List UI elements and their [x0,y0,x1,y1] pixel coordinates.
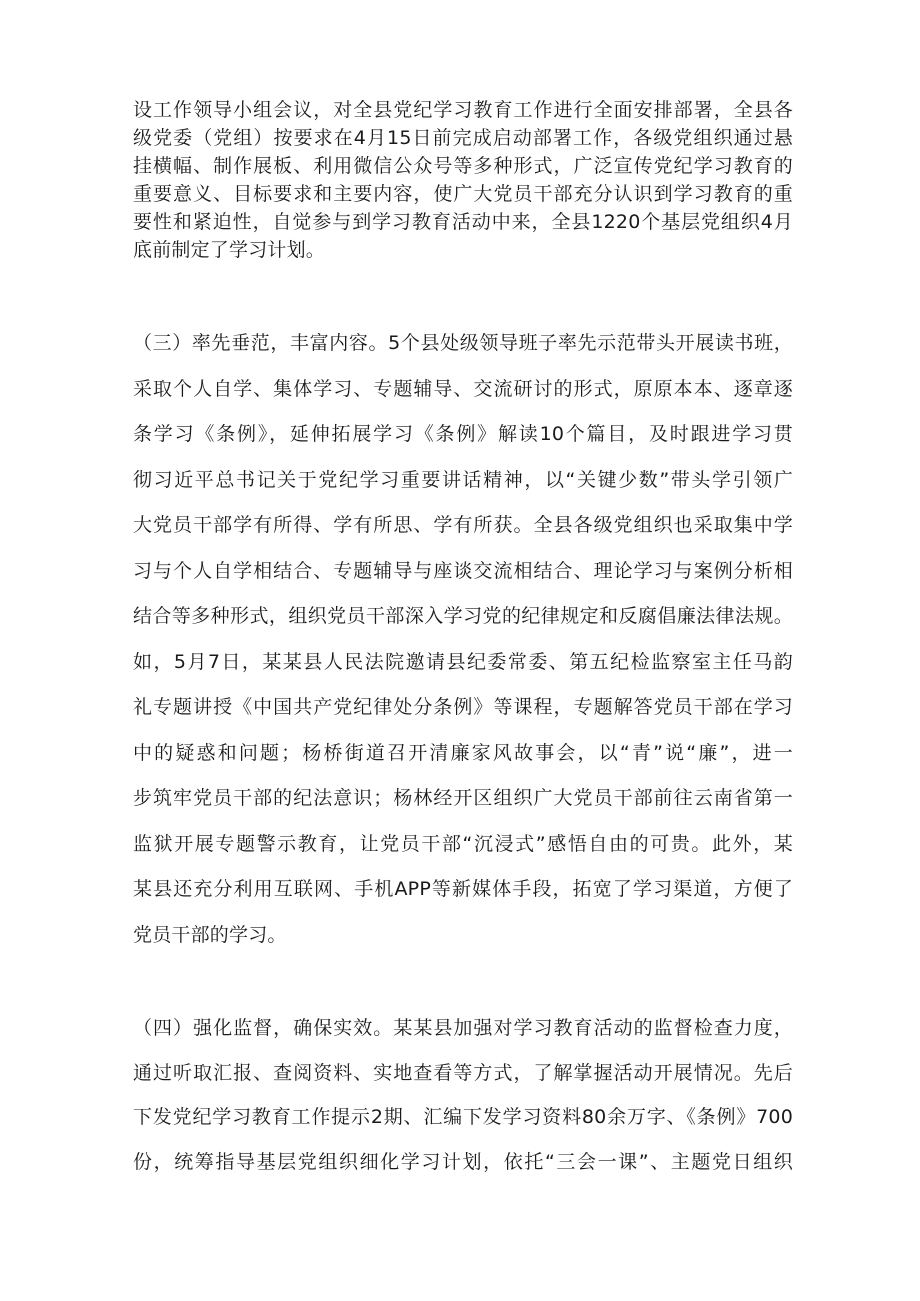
text-line: 彻习近平总书记关于党纪学习重要讲话精神，以“关键少数”带头学引领广 [133,468,793,491]
text-line: 级党委（党组）按要求在4月15日前完成启动部署工作，各级党组织通过悬 [133,127,793,149]
text-line: 下发党纪学习教育工作提示2期、汇编下发学习资料80余万字、《条例》700 [133,1106,793,1128]
text-line: 中的疑惑和问题；杨桥街道召开清廉家风故事会，以“青”说“廉”，进一 [133,741,793,764]
text-line: （四）强化监督，确保实效。某某县加强对学习教育活动的监督检查力度， [133,1017,793,1039]
text-line: 通过听取汇报、查阅资料、实地查看等方式，了解掌握活动开展情况。先后 [133,1061,793,1084]
paragraph-lead-by-example [133,321,793,958]
text-line: 底前制定了学习计划。 [133,239,326,261]
text-line: 采取个人自学、集体学习、专题辅导、交流研讨的形式，原原本本、逐章逐 [133,377,793,400]
text-line: 习与个人自学相结合、专题辅导与座谈交流相结合、理论学习与案例分析相 [133,559,793,582]
text-line: 大党员干部学有所得、学有所思、学有所获。全县各级党组织也采取集中学 [133,514,793,536]
text-line: 党员干部的学习。 [133,923,287,946]
text-line: 如，5月7日，某某县人民法院邀请县纪委常委、第五纪检监察室主任马韵 [133,650,793,673]
text-line: 结合等多种形式，组织党员干部深入学习党的纪律规定和反腐倡廉法律法规。 [133,605,793,627]
text-line: 要性和紧迫性，自觉参与到学习教育活动中来，全县1220个基层党组织4月 [133,211,793,233]
text-line: 某县还充分利用互联网、手机APP等新媒体手段，拓宽了学习渠道，方便了 [133,878,793,900]
text-line: 步筑牢党员干部的纪法意识；杨林经开区组织广大党员干部前往云南省第一 [133,787,793,809]
text-line: 重要意义、目标要求和主要内容，使广大党员干部充分认识到学习教育的重 [133,183,793,205]
text-line: （三）率先垂范，丰富内容。5个县处级领导班子率先示范带头开展读书班， [133,332,793,354]
paragraph-strengthen-supervision [133,1006,793,1184]
text-line: 设工作领导小组会议，对全县党纪学习教育工作进行全面安排部署，全县各 [133,99,793,121]
text-line: 监狱开展专题警示教育，让党员干部“沉浸式”感悟自由的可贵。此外，某 [133,832,793,855]
text-line: 礼专题讲授《中国共产党纪律处分条例》等课程，专题解答党员干部在学习 [133,696,793,718]
text-line: 条学习《条例》，延伸拓展学习《条例》解读10个篇目，及时跟进学习贯 [133,423,793,445]
paragraph-work-deployment [133,96,793,264]
text-line: 份，统筹指导基层党组织细化学习计划，依托“三会一课”、主题党日组织 [133,1150,793,1173]
text-line: 挂横幅、制作展板、利用微信公众号等多种形式，广泛宣传党纪学习教育的 [133,155,793,177]
